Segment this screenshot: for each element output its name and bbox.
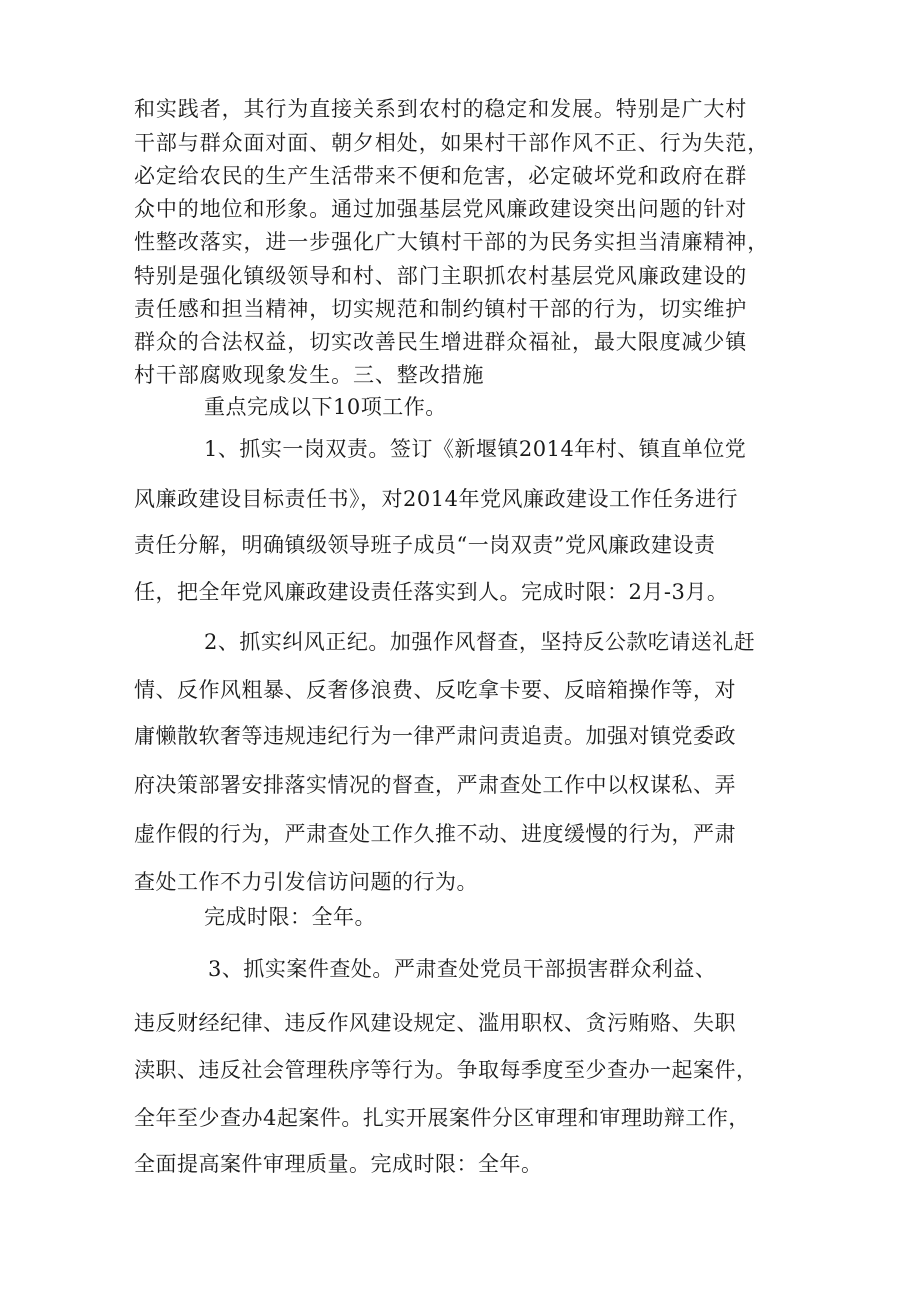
- intro-paragraph: 重点完成以下10项工作。: [204, 395, 447, 419]
- text-line: 风廉政建设目标责任书》，对2014年党风廉政建设工作任务进行: [134, 487, 738, 511]
- text-line: 虚作假的行为，严肃查处工作久推不动、进度缓慢的行为，严肃: [134, 822, 736, 846]
- text-line: 全面提高案件审理质量。完成时限：全年。: [134, 1152, 543, 1176]
- text-line: 违反财经纪律、违反作风建设规定、滥用职权、贪污贿赂、失职: [134, 1011, 736, 1035]
- text-line: 干部与群众面对面、朝夕相处，如果村干部作风不正、行为失范，: [134, 131, 770, 155]
- text-line: 责任感和担当精神，切实规范和制约镇村干部的行为，切实维护: [134, 297, 748, 321]
- text-line: 和实践者，其行为直接关系到农村的稳定和发展。特别是广大村: [134, 97, 748, 121]
- text-line: 任，把全年党风廉政建设责任落实到人。完成时限：2月-3月。: [134, 580, 729, 604]
- text-line: 必定给农民的生产生活带来不便和危害，必定破坏党和政府在群: [134, 164, 748, 188]
- text-line: 情、反作风粗暴、反奢侈浪费、反吃拿卡要、反暗箱操作等，对: [134, 678, 736, 702]
- text-line: 庸懒散软奢等违规违纪行为一律严肃问责追责。加强对镇党委政: [134, 724, 736, 748]
- text-line: 查处工作不力引发信访问题的行为。: [134, 870, 478, 894]
- text-line: 府决策部署安排落实情况的督查，严肃查处工作中以权谋私、弄: [134, 773, 736, 797]
- deadline-line: 完成时限：全年。: [204, 905, 376, 929]
- text-line: 渎职、违反社会管理秩序等行为。争取每季度至少查办一起案件，: [134, 1058, 758, 1082]
- text-line: 3、抓实案件查处。严肃查处党员干部损害群众利益、: [208, 957, 717, 981]
- text-line: 1、抓实一岗双责。签订《新堰镇2014年村、镇直单位党: [204, 437, 747, 461]
- text-line: 特别是强化镇级领导和村、部门主职抓农村基层党风廉政建设的: [134, 264, 748, 288]
- text-line: 村干部腐败现象发生。三、整改措施: [134, 363, 485, 387]
- text-line: 群众的合法权益，切实改善民生增进群众福祉，最大限度减少镇: [134, 330, 748, 354]
- text-line: 性整改落实，进一步强化广大镇村干部的为民务实担当清廉精神，: [134, 230, 770, 254]
- text-line: 全年至少查办4起案件。扎实开展案件分区审理和审理助辩工作，: [134, 1106, 750, 1130]
- text-line: 众中的地位和形象。通过加强基层党风廉政建设突出问题的针对: [134, 197, 748, 221]
- text-line: 责任分解，明确镇级领导班子成员“一岗双责”党风廉政建设责: [134, 533, 716, 557]
- text-line: 2、抓实纠风正纪。加强作风督查，坚持反公款吃请送礼赶: [204, 630, 756, 654]
